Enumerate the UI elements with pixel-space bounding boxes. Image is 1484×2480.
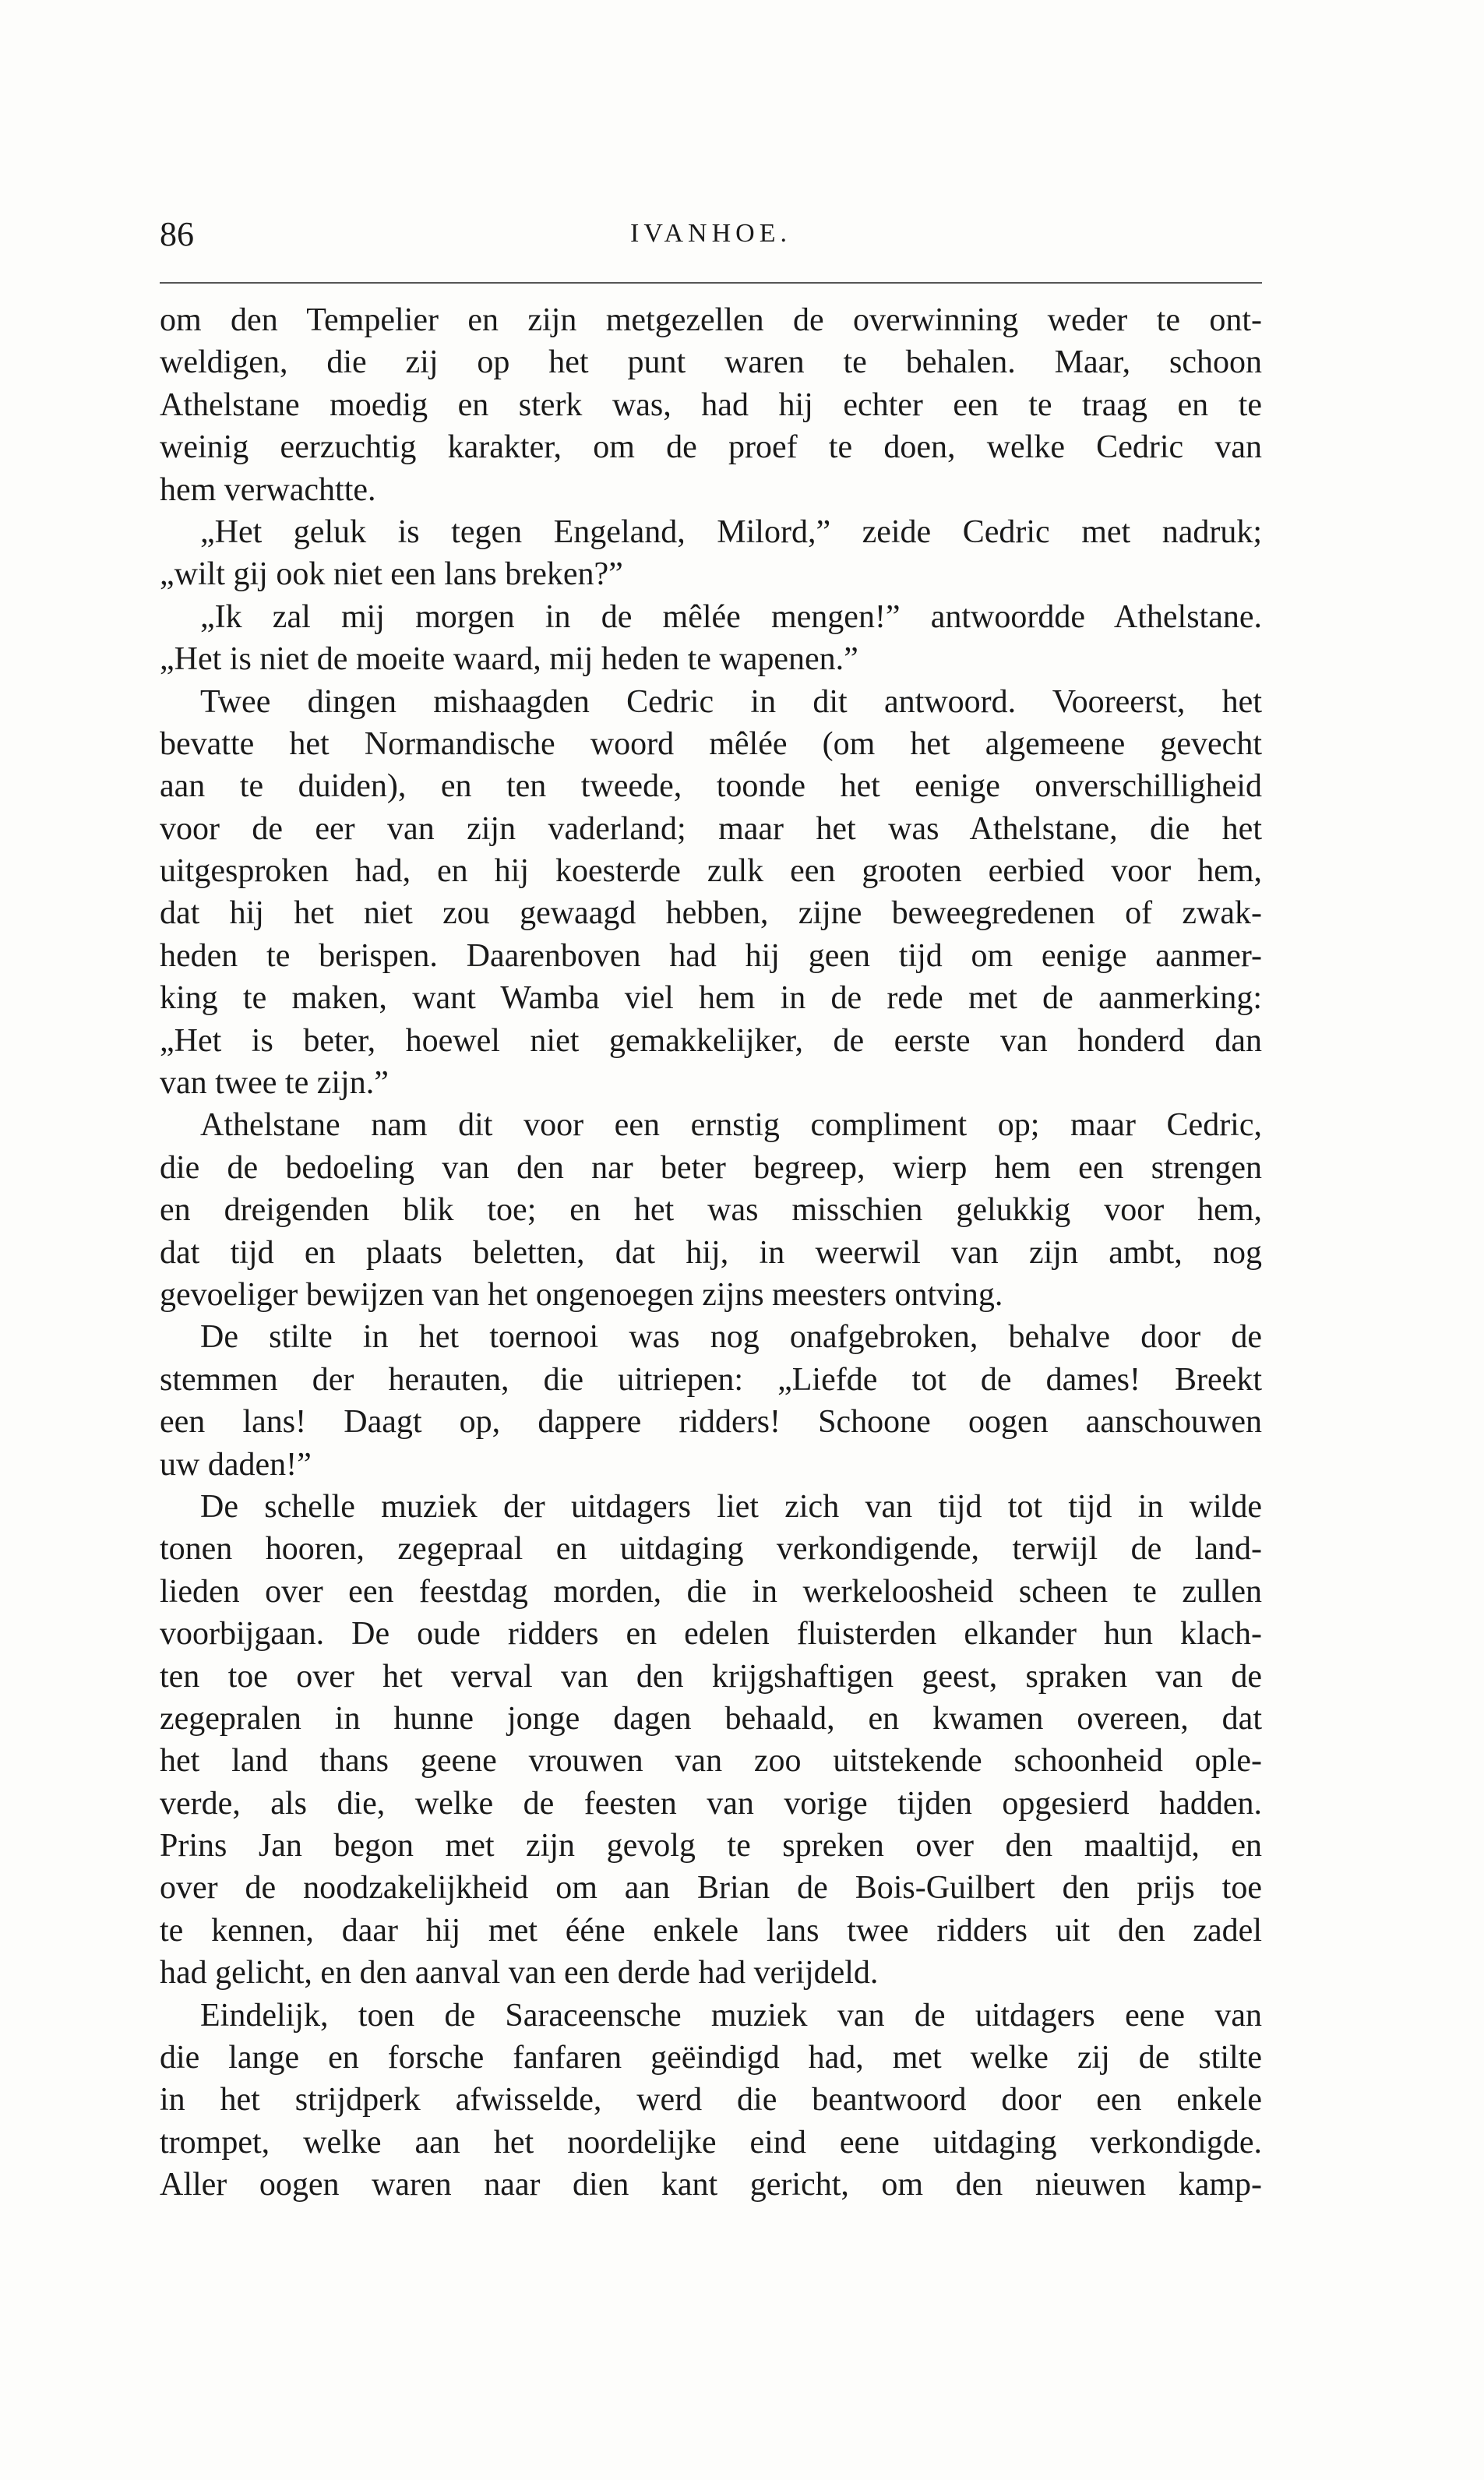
text-line: stemmen der herauten, die uitriepen: „Liefde tot de dames! Breekt: [160, 1361, 1262, 1398]
text-line: De schelle muziek der uitdagers liet zich van tijd tot tijd in wilde: [200, 1488, 1262, 1525]
text-line: uitgesproken had, en hij koesterde zulk een grooten eerbied voor hem,: [160, 853, 1262, 890]
header-rule: [160, 282, 1262, 284]
text-line: Twee dingen mishaagden Cedric in dit antwoord. Vooreerst, het: [200, 683, 1262, 720]
text-line: hem verwachtte.: [160, 471, 376, 508]
text-line: gevoeliger bewijzen van het ongenoegen zijns meesters ontving.: [160, 1276, 1003, 1313]
text-line: Athelstane moedig en sterk was, had hij echter een te traag en te: [160, 386, 1262, 423]
text-line: „Ik zal mij morgen in de mêlée mengen!” antwoordde Athelstane.: [200, 598, 1262, 635]
text-line: weldigen, die zij op het punt waren te behalen. Maar, schoon: [160, 344, 1262, 381]
text-line: in het strijdperk afwisselde, werd die beantwoord door een enkele: [160, 2082, 1262, 2118]
text-line: king te maken, want Wamba viel hem in de rede met de aanmerking:: [160, 980, 1262, 1017]
text-line: om den Tempelier en zijn metgezellen de overwinning weder te ont-: [160, 302, 1262, 338]
text-line: „wilt gij ook niet een lans breken?”: [160, 556, 623, 593]
text-line: had gelicht, en den aanval van een derde had verijdeld.: [160, 1955, 879, 1991]
text-line: trompet, welke aan het noordelijke eind eene uitdaging verkondigde.: [160, 2124, 1262, 2161]
text-line: „Het is beter, hoewel niet gemakkelijker, de eerste van honderd dan: [160, 1022, 1262, 1059]
text-line: dat hij het niet zou gewaagd hebben, zijne beweegredenen of zwak-: [160, 895, 1262, 932]
text-line: Eindelijk, toen de Saraceensche muziek van de uitdagers eene van: [200, 1997, 1262, 2034]
text-line: Prins Jan begon met zijn gevolg te spreken over den maaltijd, en: [160, 1828, 1262, 1864]
text-line: verde, als die, welke de feesten van vorige tijden opgesierd hadden.: [160, 1785, 1262, 1822]
text-line: Athelstane nam dit voor een ernstig compliment op; maar Cedric,: [200, 1107, 1262, 1144]
text-line: die de bedoeling van den nar beter begreep, wierp hem een strengen: [160, 1149, 1262, 1186]
text-line: van twee te zijn.”: [160, 1065, 389, 1102]
text-line: aan te duiden), en ten tweede, toonde het eenige onverschilligheid: [160, 768, 1262, 805]
text-line: Aller oogen waren naar dien kant gericht, om den nieuwen kamp-: [160, 2167, 1262, 2203]
text-line: te kennen, daar hij met ééne enkele lans twee ridders uit den zadel: [160, 1912, 1262, 1949]
body-text: [160, 299, 1262, 2207]
text-line: weinig eerzuchtig karakter, om de proef te doen, welke Cedric van: [160, 429, 1262, 466]
text-line: heden te berispen. Daarenboven had hij geen tijd om eenige aanmer-: [160, 937, 1262, 974]
text-line: over de noodzakelijkheid om aan Brian de Bois-Guilbert den prijs toe: [160, 1870, 1262, 1907]
text-line: ten toe over het verval van den krijgshaftigen geest, spraken van de: [160, 1658, 1262, 1695]
text-line: dat tijd en plaats beletten, dat hij, in weerwil van zijn ambt, nog: [160, 1234, 1262, 1271]
running-title: IVANHOE.: [630, 219, 791, 248]
text-line: en dreigenden blik toe; en het was misschien gelukkig voor hem,: [160, 1192, 1262, 1229]
text-line: lieden over een feestdag morden, die in werkeloosheid scheen te zullen: [160, 1573, 1262, 1610]
page-number: 86: [160, 215, 194, 253]
text-line: bevatte het Normandische woord mêlée (om het algemeene gevecht: [160, 725, 1262, 762]
text-line: „Het geluk is tegen Engeland, Milord,” zeide Cedric met nadruk;: [200, 513, 1262, 550]
text-line: zegepralen in hunne jonge dagen behaald, en kwamen overeen, dat: [160, 1700, 1262, 1737]
text-line: voor de eer van zijn vaderland; maar het was Athelstane, die het: [160, 810, 1262, 847]
text-line: die lange en forsche fanfaren geëindigd had, met welke zij de stilte: [160, 2040, 1262, 2076]
text-line: „Het is niet de moeite waard, mij heden te wapenen.”: [160, 641, 858, 678]
text-line: uw daden!”: [160, 1446, 312, 1483]
text-line: het land thans geene vrouwen van zoo uitstekende schoonheid ople-: [160, 1743, 1262, 1780]
page-header: [160, 214, 1262, 261]
text-line: een lans! Daagt op, dappere ridders! Schoone oogen aanschouwen: [160, 1404, 1262, 1441]
text-line: tonen hooren, zegepraal en uitdaging verkondigende, terwijl de land-: [160, 1531, 1262, 1568]
text-line: voorbijgaan. De oude ridders en edelen fluisterden elkander hun klach-: [160, 1616, 1262, 1653]
text-line: De stilte in het toernooi was nog onafgebroken, behalve door de: [200, 1319, 1262, 1356]
